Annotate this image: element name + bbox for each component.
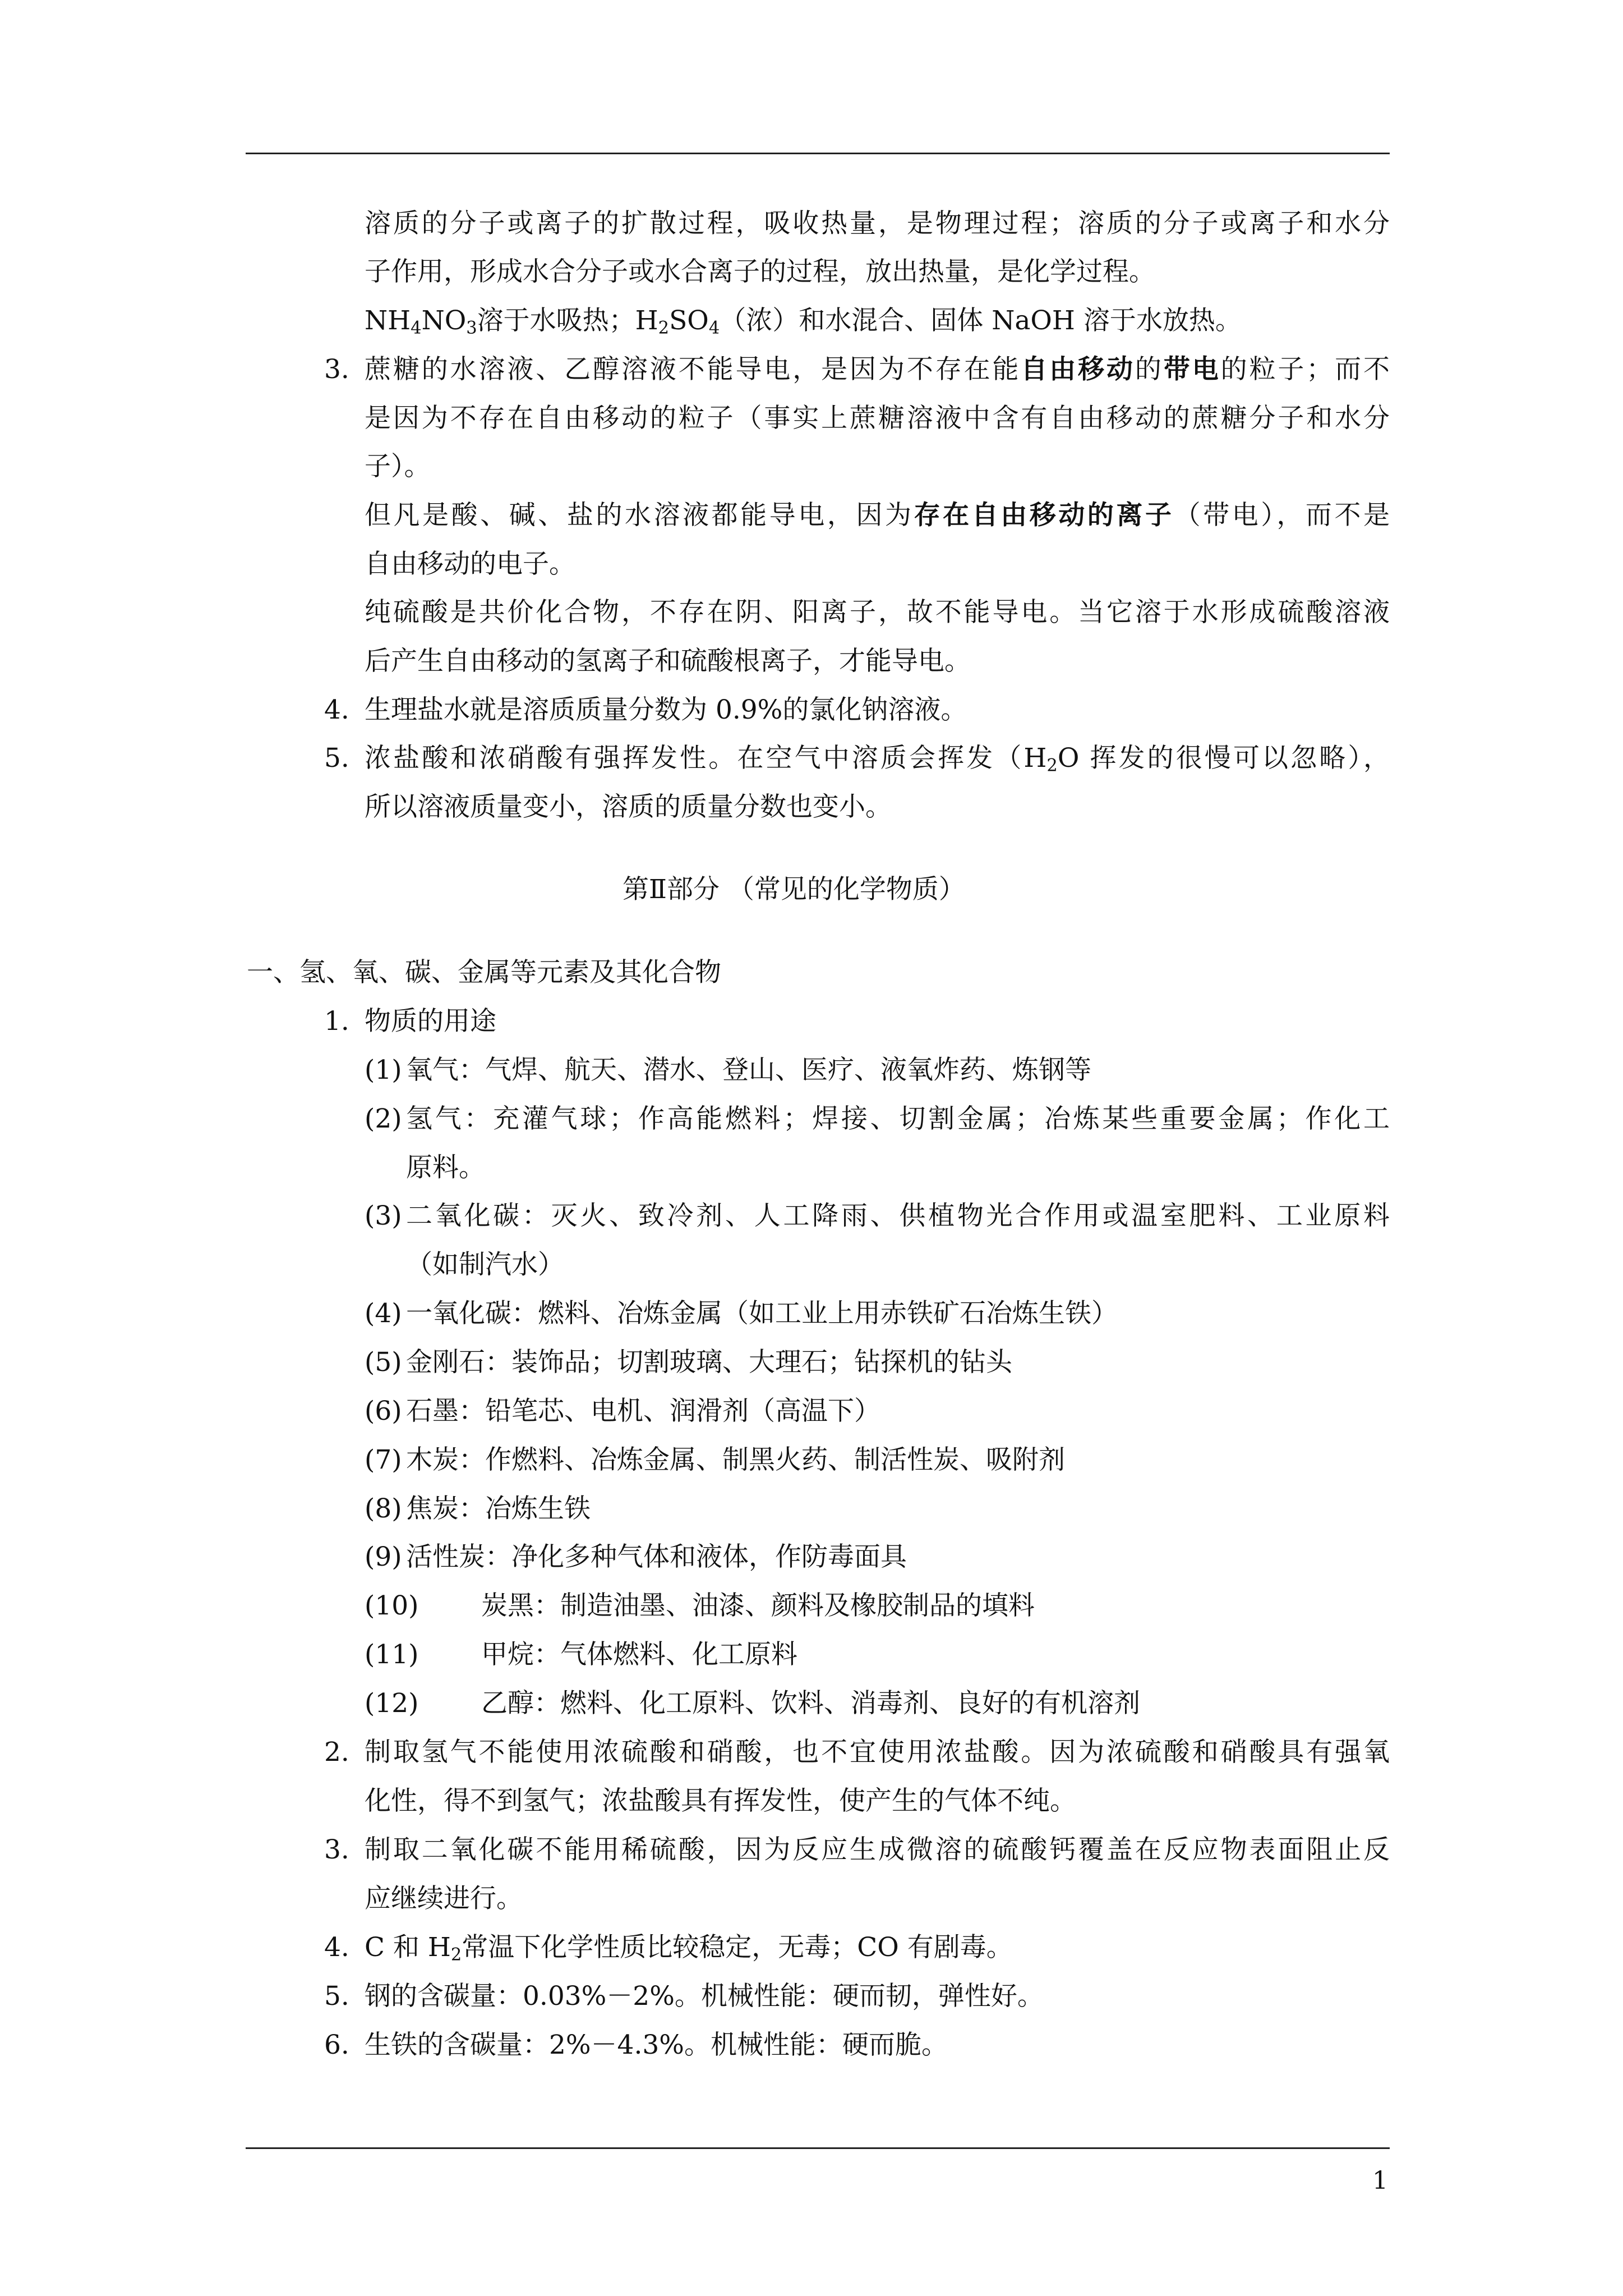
use-item-text: 炭黑：制造油墨、油漆、颜料及橡胶制品的填料 — [481, 1590, 1035, 1621]
item-3-line-6: 纯硫酸是共价化合物，不存在阴、阳离子，故不能导电。当它溶于水形成硫酸溶液 — [365, 597, 1390, 628]
item-3-line-3: 子）。 — [365, 451, 431, 482]
sub-3-number: 3. — [324, 1834, 349, 1865]
use-item-number: (2) — [365, 1103, 402, 1134]
sub-2-number: 2. — [324, 1737, 349, 1768]
sub-3-line-2: 应继续进行。 — [365, 1883, 523, 1914]
use-item-number: (3) — [365, 1200, 402, 1231]
use-item-continuation: （如制汽水） — [406, 1249, 564, 1280]
use-item-number: (10) — [365, 1590, 419, 1621]
item-3-line-1: 蔗糖的水溶液、乙醇溶液不能导电，是因为不存在能自由移动的带电的粒子；而不 — [365, 354, 1390, 385]
use-item-text: 氢气：充灌气球；作高能燃料；焊接、切割金属；冶炼某些重要金属；作化工 — [406, 1103, 1390, 1134]
item-5-number: 5. — [324, 743, 349, 774]
use-item-number: (7) — [365, 1444, 402, 1475]
use-item-number: (8) — [365, 1493, 402, 1524]
section-1-title: 一、氢、氧、碳、金属等元素及其化合物 — [247, 957, 721, 988]
use-item-text: 石墨：铅笔芯、电机、润滑剂（高温下） — [406, 1396, 880, 1427]
sub-5-text: 钢的含碳量：0.03%－2%。机械性能：硬而韧，弹性好。 — [365, 1981, 1044, 2012]
item-4-number: 4. — [324, 694, 349, 725]
item-3-number: 3. — [324, 354, 349, 385]
sub-4-text: C 和 $H_2$常温下化学性质比较稳定，无毒；CO 有剧毒。 — [365, 1932, 1013, 1965]
use-item-number: (6) — [365, 1396, 402, 1427]
use-item-number: (1) — [365, 1055, 402, 1085]
sub-6-text: 生铁的含碳量：2%－4.3%。机械性能：硬而脆。 — [365, 2030, 948, 2060]
use-item-text: 甲烷：气体燃料、化工原料 — [481, 1639, 797, 1670]
use-item-number: (11) — [365, 1639, 419, 1670]
header-rule — [246, 153, 1390, 154]
intro-line-2: 子作用，形成水合分子或水合离子的过程，放出热量，是化学过程。 — [365, 256, 1155, 287]
use-item-text: 活性炭：净化多种气体和液体，作防毒面具 — [406, 1542, 907, 1572]
sub-6-number: 6. — [324, 2030, 349, 2060]
item-3-line-5: 自由移动的电子。 — [365, 549, 575, 579]
use-item-text: 氧气：气焊、航天、潜水、登山、医疗、液氧炸药、炼钢等 — [406, 1055, 1091, 1085]
use-item-continuation: 原料。 — [406, 1152, 485, 1183]
use-item-text: 焦炭：冶炼生铁 — [406, 1493, 591, 1524]
item-5-line-1: 浓盐酸和浓硝酸有强挥发性。在空气中溶质会挥发（$H_2O$ 挥发的很慢可以忽略）， — [365, 743, 1390, 776]
sub-1-number: 1. — [324, 1006, 349, 1037]
item-3-line-2: 是因为不存在自由移动的粒子（事实上蔗糖溶液中含有自由移动的蔗糖分子和水分 — [365, 403, 1390, 434]
sub-5-number: 5. — [324, 1981, 349, 2012]
intro-line-3: $NH_4NO_3$溶于水吸热；$H_2SO_4$（浓）和水混合、固体 NaOH 溶于水放热。 — [365, 305, 1242, 338]
page-number: 1 — [1372, 2166, 1388, 2195]
use-item-text: 二氧化碳：灭火、致冷剂、人工降雨、供植物光合作用或温室肥料、工业原料 — [406, 1200, 1390, 1231]
item-4-text: 生理盐水就是溶质质量分数为 0.9%的氯化钠溶液。 — [365, 694, 967, 725]
sub-2-line-1: 制取氢气不能使用浓硫酸和硝酸，也不宜使用浓盐酸。因为浓硫酸和硝酸具有强氧 — [365, 1737, 1390, 1768]
use-item-number: (4) — [365, 1298, 402, 1329]
use-item-text: 乙醇：燃料、化工原料、饮料、消毒剂、良好的有机溶剂 — [481, 1688, 1140, 1719]
part-title: 第Ⅱ部分 （常见的化学物质） — [623, 874, 965, 905]
use-item-number: (5) — [365, 1347, 402, 1378]
use-item-number: (9) — [365, 1542, 402, 1572]
item-5-line-2: 所以溶液质量变小，溶质的质量分数也变小。 — [365, 792, 892, 822]
footer-rule — [246, 2147, 1390, 2149]
sub-1-title: 物质的用途 — [365, 1006, 496, 1037]
use-item-text: 木炭：作燃料、冶炼金属、制黑火药、制活性炭、吸附剂 — [406, 1444, 1065, 1475]
sub-2-line-2: 化性，得不到氢气；浓盐酸具有挥发性，使产生的气体不纯。 — [365, 1786, 1076, 1816]
intro-line-1: 溶质的分子或离子的扩散过程，吸收热量，是物理过程；溶质的分子或离子和水分 — [365, 208, 1390, 239]
item-3-line-7: 后产生自由移动的氢离子和硫酸根离子，才能导电。 — [365, 646, 971, 677]
use-item-text: 一氧化碳：燃料、冶炼金属（如工业上用赤铁矿石冶炼生铁） — [406, 1298, 1118, 1329]
sub-4-number: 4. — [324, 1932, 349, 1963]
use-item-text: 金刚石：装饰品；切割玻璃、大理石；钻探机的钻头 — [406, 1347, 1012, 1378]
item-3-line-4: 但凡是酸、碱、盐的水溶液都能导电，因为存在自由移动的离子（带电），而不是 — [365, 500, 1390, 531]
sub-3-line-1: 制取二氧化碳不能用稀硫酸，因为反应生成微溶的硫酸钙覆盖在反应物表面阻止反 — [365, 1834, 1390, 1865]
use-item-number: (12) — [365, 1688, 419, 1719]
